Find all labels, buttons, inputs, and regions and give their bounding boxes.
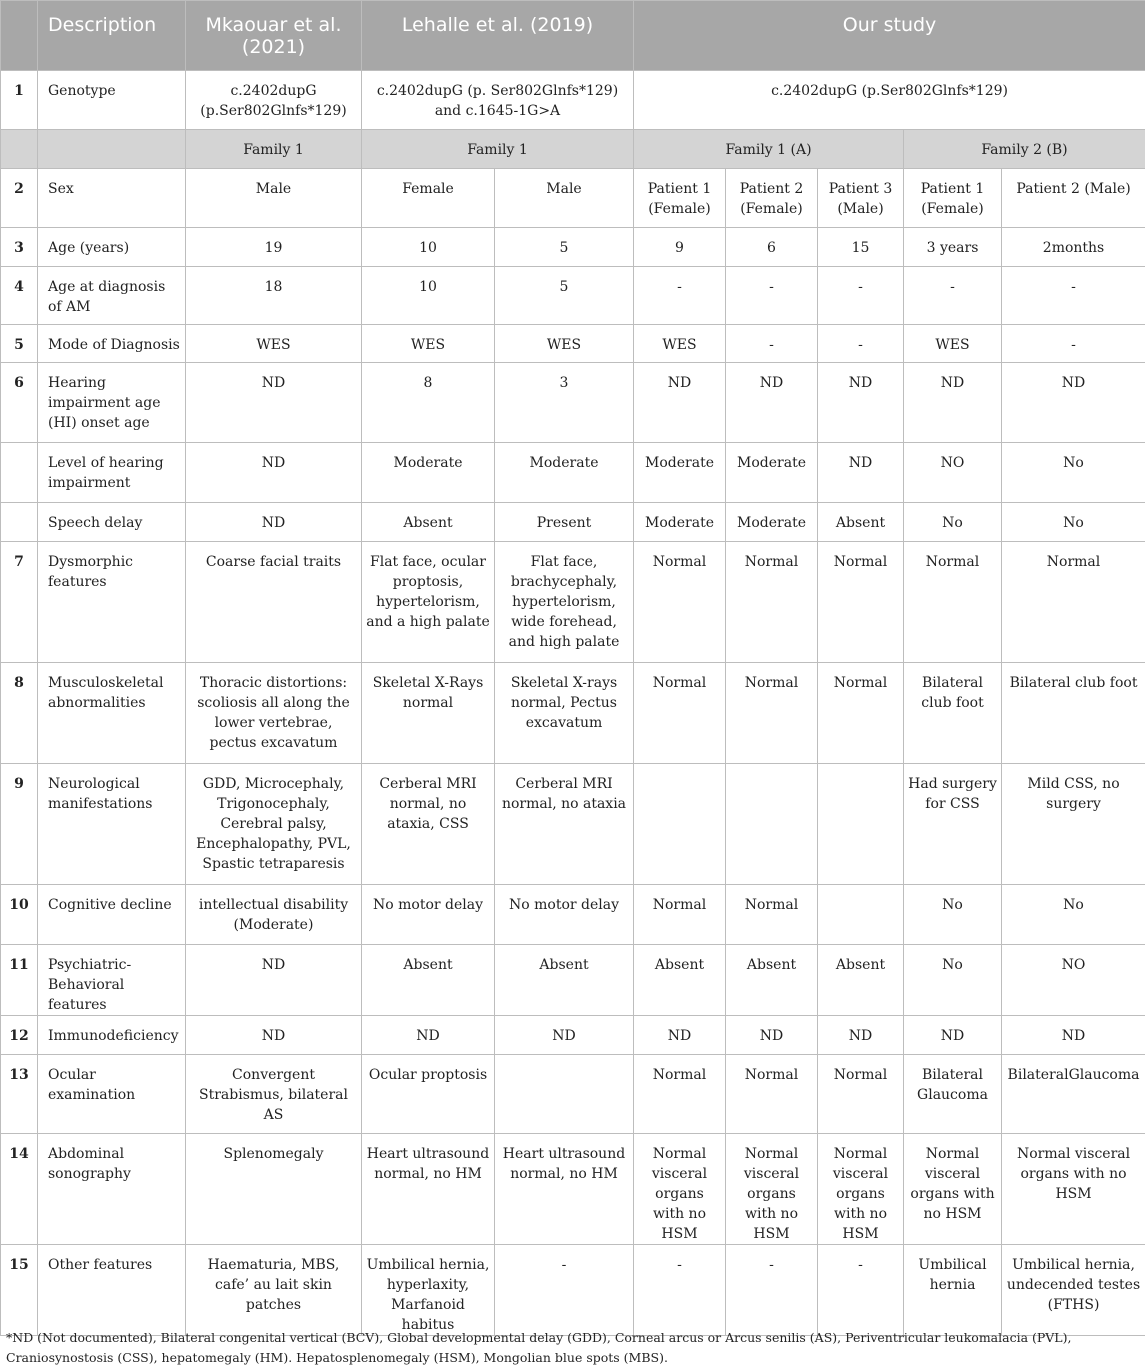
table-cell: -: [634, 1245, 726, 1336]
row-number: 13: [1, 1055, 38, 1134]
header-row: [1, 1, 1145, 71]
table-cell: Ocular proptosis: [362, 1055, 495, 1134]
table-cell: Absent: [634, 945, 726, 1016]
row-number: [1, 503, 38, 542]
table-cell: Normal visceral organs with no HSM: [904, 1134, 1002, 1245]
table-row: [1, 542, 1145, 663]
row-number: 4: [1, 267, 38, 325]
table-cell: ND: [904, 1016, 1002, 1055]
row-number: 2: [1, 169, 38, 228]
table-cell: WES: [362, 325, 495, 363]
table-cell: Patient 2 (Male): [1002, 169, 1145, 228]
table-cell: ND: [726, 1016, 818, 1055]
table-cell: [818, 764, 904, 885]
table-cell: Normal visceral organs with no HSM: [634, 1134, 726, 1245]
table-cell: Umbilical hernia, undecended testes (FTHS): [1002, 1245, 1145, 1336]
table-cell: No: [904, 945, 1002, 1016]
table-cell: GDD, Microcephaly, Trigonocephaly, Cerebral palsy, Encephalopathy, PVL, Spastic tetraparesis: [186, 764, 362, 885]
table-cell: [726, 764, 818, 885]
table-cell: Male: [186, 169, 362, 228]
table-cell: Flat face, ocular proptosis, hypertelorism, and a high palate: [362, 542, 495, 663]
table-row: [1, 764, 1145, 885]
row-description: Musculoskeletal abnormalities: [38, 663, 186, 764]
row-description: Abdominal sonography: [38, 1134, 186, 1245]
row-number: 14: [1, 1134, 38, 1245]
table-cell: Normal: [634, 663, 726, 764]
header-num-cell: [1, 1, 38, 71]
table-row: [1, 1016, 1145, 1055]
table-cell: Moderate: [362, 443, 495, 503]
row-description: Age (years): [38, 228, 186, 267]
table-cell: -: [726, 325, 818, 363]
table-cell: ND: [186, 363, 362, 443]
table-cell: -: [495, 1245, 634, 1336]
table-cell: Normal visceral organs with no HSM: [726, 1134, 818, 1245]
table-cell: 10: [362, 228, 495, 267]
table-cell: 18: [186, 267, 362, 325]
table-cell: 19: [186, 228, 362, 267]
table-cell: Absent: [726, 945, 818, 1016]
table-cell: -: [818, 1245, 904, 1336]
table-cell: [634, 764, 726, 885]
table-cell: Normal: [726, 663, 818, 764]
table-cell: Normal: [818, 1055, 904, 1134]
table-cell: -: [1002, 267, 1145, 325]
row-description: Sex: [38, 169, 186, 228]
table-cell: Bilateral club foot: [904, 663, 1002, 764]
table-cell: No: [1002, 503, 1145, 542]
table-cell: ND: [726, 363, 818, 443]
row-description: Mode of Diagnosis: [38, 325, 186, 363]
table-cell: Male: [495, 169, 634, 228]
table-cell: Bilateral club foot: [1002, 663, 1145, 764]
table-cell: ND: [362, 1016, 495, 1055]
table-cell: -: [818, 267, 904, 325]
table-cell: Moderate: [495, 443, 634, 503]
row-description: Ocular examination: [38, 1055, 186, 1134]
table-cell: 6: [726, 228, 818, 267]
table-cell: ND: [186, 945, 362, 1016]
genotype-mkaouar: c.2402dupG (p.Ser802Glnfs*129): [186, 71, 362, 130]
table-cell: ND: [634, 1016, 726, 1055]
table-cell: Thoracic distortions: scoliosis all along the lower vertebrae, pectus excavatum: [186, 663, 362, 764]
table-cell: -: [726, 1245, 818, 1336]
table-cell: ND: [186, 503, 362, 542]
table-cell: No: [904, 503, 1002, 542]
row-description: Hearing impairment age (HI) onset age: [38, 363, 186, 443]
table-cell: Patient 1 (Female): [904, 169, 1002, 228]
table-cell: Bilateral Glaucoma: [904, 1055, 1002, 1134]
table-cell: Normal: [634, 542, 726, 663]
table-cell: Present: [495, 503, 634, 542]
table-cell: No: [904, 885, 1002, 945]
row-description: Genotype: [38, 71, 186, 130]
table-cell: -: [904, 267, 1002, 325]
table-cell: Normal: [634, 885, 726, 945]
table-cell: Female: [362, 169, 495, 228]
row-description: Other features: [38, 1245, 186, 1336]
row-number: 3: [1, 228, 38, 267]
row-number: 15: [1, 1245, 38, 1336]
table-cell: ND: [495, 1016, 634, 1055]
table-cell: ND: [818, 363, 904, 443]
table-cell: Had surgery for CSS: [904, 764, 1002, 885]
family-1a: Family 1 (A): [634, 130, 904, 169]
table-row: [1, 228, 1145, 267]
table-cell: Patient 3 (Male): [818, 169, 904, 228]
table-cell: Cerberal MRI normal, no ataxia: [495, 764, 634, 885]
table-row: [1, 1245, 1145, 1336]
table-cell: NO: [904, 443, 1002, 503]
table-cell: Moderate: [634, 443, 726, 503]
row-description: Neurological manifestations: [38, 764, 186, 885]
row-number: 10: [1, 885, 38, 945]
table-cell: NO: [1002, 945, 1145, 1016]
table-row: [1, 363, 1145, 443]
table-row: [1, 945, 1145, 1016]
table-cell: 9: [634, 228, 726, 267]
row-number: [1, 443, 38, 503]
table-cell: Convergent Strabismus, bilateral AS: [186, 1055, 362, 1134]
family-row-blank: [38, 130, 186, 169]
family-lehalle: Family 1: [362, 130, 634, 169]
footnote: *ND (Not documented), Bilateral congenital vertical (BCV), Global developmental delay (GDD), Corneal arcus or Arcus senilis (AS), Periventricular leukomalacia (PVL), Craniosynostosis (CSS), hepatomegaly (HM). Hepatosplenomegaly (HSM), Mongolian blue spots (MBS).: [6, 1330, 1072, 1365]
table-cell: ND: [186, 1016, 362, 1055]
row-number: 5: [1, 325, 38, 363]
table-cell: Normal: [818, 542, 904, 663]
table-cell: Normal: [904, 542, 1002, 663]
table-row: [1, 503, 1145, 542]
table-cell: Absent: [362, 503, 495, 542]
table-cell: Heart ultrasound normal, no HM: [362, 1134, 495, 1245]
row-number: 1: [1, 71, 38, 130]
table-cell: Normal: [726, 542, 818, 663]
row-number: 7: [1, 542, 38, 663]
table-cell: 3 years: [904, 228, 1002, 267]
row-number: 11: [1, 945, 38, 1016]
table-cell: [495, 1055, 634, 1134]
family-row-blank: [1, 130, 38, 169]
row-description: Psychiatric-Behavioral features: [38, 945, 186, 1016]
table-cell: Absent: [818, 945, 904, 1016]
table-cell: Normal: [634, 1055, 726, 1134]
table-cell: Moderate: [634, 503, 726, 542]
header-lehalle: Lehalle et al. (2019): [362, 1, 634, 71]
row-description: Dysmorphic features: [38, 542, 186, 663]
row-number: 6: [1, 363, 38, 443]
table-cell: No motor delay: [495, 885, 634, 945]
table-cell: WES: [495, 325, 634, 363]
table-cell: 8: [362, 363, 495, 443]
table-cell: Mild CSS, no surgery: [1002, 764, 1145, 885]
table-cell: Normal: [818, 663, 904, 764]
table-cell: Cerberal MRI normal, no ataxia, CSS: [362, 764, 495, 885]
table-cell: -: [1002, 325, 1145, 363]
table-cell: Absent: [818, 503, 904, 542]
row-description: Speech delay: [38, 503, 186, 542]
table-cell: No motor delay: [362, 885, 495, 945]
table-cell: -: [818, 325, 904, 363]
table-cell: -: [726, 267, 818, 325]
table-cell: Patient 1 (Female): [634, 169, 726, 228]
row-description: Cognitive decline: [38, 885, 186, 945]
table-cell: Haematuria, MBS, cafe’ au lait skin patches: [186, 1245, 362, 1336]
table-cell: Umbilical hernia: [904, 1245, 1002, 1336]
table-cell: Normal visceral organs with no HSM: [818, 1134, 904, 1245]
header-our-study: Our study: [634, 1, 1145, 71]
table-cell: ND: [634, 363, 726, 443]
table-cell: Coarse facial traits: [186, 542, 362, 663]
table-cell: 15: [818, 228, 904, 267]
table-cell: BilateralGlaucoma: [1002, 1055, 1145, 1134]
table-cell: ND: [1002, 1016, 1145, 1055]
table-cell: ND: [818, 1016, 904, 1055]
table-cell: WES: [186, 325, 362, 363]
header-description: Description: [38, 1, 186, 71]
table-cell: No: [1002, 443, 1145, 503]
table-cell: Normal visceral organs with no HSM: [1002, 1134, 1145, 1245]
genotype-row: [1, 71, 1145, 130]
table-cell: Normal: [1002, 542, 1145, 663]
table-row: [1, 1134, 1145, 1245]
table-cell: Heart ultrasound normal, no HM: [495, 1134, 634, 1245]
genotype-ours: c.2402dupG (p.Ser802Glnfs*129): [634, 71, 1145, 130]
table-cell: ND: [818, 443, 904, 503]
table-cell: intellectual disability (Moderate): [186, 885, 362, 945]
table-row: [1, 267, 1145, 325]
table-cell: Splenomegaly: [186, 1134, 362, 1245]
table-row: [1, 443, 1145, 503]
table-cell: [818, 885, 904, 945]
table-row: [1, 663, 1145, 764]
header-mkaouar: Mkaouar et al. (2021): [186, 1, 362, 71]
row-number: 9: [1, 764, 38, 885]
table-cell: 3: [495, 363, 634, 443]
row-number: 8: [1, 663, 38, 764]
table-cell: Umbilical hernia, hyperlaxity, Marfanoid habitus: [362, 1245, 495, 1336]
table-cell: Moderate: [726, 503, 818, 542]
row-number: 12: [1, 1016, 38, 1055]
table-cell: ND: [186, 443, 362, 503]
table-cell: 5: [495, 267, 634, 325]
table-cell: WES: [634, 325, 726, 363]
table-cell: 10: [362, 267, 495, 325]
table-cell: Flat face, brachycephaly, hypertelorism, wide forehead, and high palate: [495, 542, 634, 663]
table-row: [1, 885, 1145, 945]
row-description: Age at diagnosis of AM: [38, 267, 186, 325]
table-cell: 2months: [1002, 228, 1145, 267]
family-row: [1, 130, 1145, 169]
table-row: [1, 325, 1145, 363]
table-cell: Skeletal X-Rays normal: [362, 663, 495, 764]
table-cell: -: [634, 267, 726, 325]
row-description: Immunodeficiency: [38, 1016, 186, 1055]
table-cell: Moderate: [726, 443, 818, 503]
table-cell: No: [1002, 885, 1145, 945]
table-cell: Normal: [726, 885, 818, 945]
table-row: [1, 169, 1145, 228]
table-cell: Absent: [495, 945, 634, 1016]
family-2b: Family 2 (B): [904, 130, 1145, 169]
table-cell: ND: [904, 363, 1002, 443]
table-cell: 5: [495, 228, 634, 267]
table-cell: Normal: [726, 1055, 818, 1134]
genotype-lehalle: c.2402dupG (p. Ser802Glnfs*129) and c.1645-1G>A: [362, 71, 634, 130]
table-cell: Skeletal X-rays normal, Pectus excavatum: [495, 663, 634, 764]
row-description: Level of hearing impairment: [38, 443, 186, 503]
table-row: [1, 1055, 1145, 1134]
table-cell: ND: [1002, 363, 1145, 443]
family-mkaouar: Family 1: [186, 130, 362, 169]
table-cell: WES: [904, 325, 1002, 363]
table-cell: Patient 2 (Female): [726, 169, 818, 228]
table-cell: Absent: [362, 945, 495, 1016]
